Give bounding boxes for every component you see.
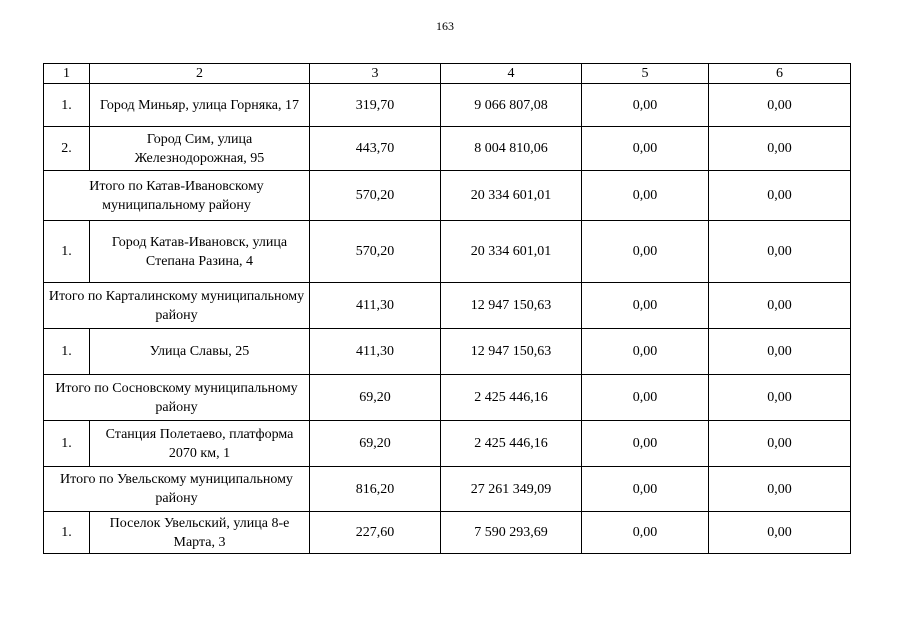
value-cell: 0,00 [709,171,851,221]
page-number: 163 [436,19,454,33]
value-cell: 0,00 [709,421,851,467]
subtotal-row [44,283,851,329]
address-cell: Город Миньяр, улица Горняка, 17 [90,84,310,127]
row-number-cell: 1. [44,221,90,283]
value-cell: 570,20 [310,221,441,283]
address-cell: Улица Славы, 25 [90,329,310,375]
column-header: 4 [441,64,582,84]
data-table [43,63,851,554]
row-number-cell: 1. [44,329,90,375]
value-cell: 227,60 [310,512,441,554]
value-cell: 69,20 [310,421,441,467]
table-row [44,512,851,554]
value-cell: 0,00 [582,329,709,375]
value-cell: 0,00 [582,467,709,512]
value-cell: 0,00 [709,375,851,421]
row-number-cell: 1. [44,421,90,467]
table-header-row [44,64,851,84]
row-number-cell: 2. [44,127,90,171]
value-cell: 2 425 446,16 [441,421,582,467]
value-cell: 27 261 349,09 [441,467,582,512]
subtotal-row [44,375,851,421]
column-header: 1 [44,64,90,84]
row-number-cell: 1. [44,512,90,554]
table-row [44,421,851,467]
value-cell: 411,30 [310,329,441,375]
subtotal-label-cell: Итого по Сосновскому муниципальному району [44,375,310,421]
value-cell: 319,70 [310,84,441,127]
value-cell: 69,20 [310,375,441,421]
value-cell: 570,20 [310,171,441,221]
table-row [44,84,851,127]
value-cell: 0,00 [582,171,709,221]
value-cell: 0,00 [709,221,851,283]
value-cell: 0,00 [582,283,709,329]
value-cell: 0,00 [582,375,709,421]
table-row [44,221,851,283]
value-cell: 8 004 810,06 [441,127,582,171]
value-cell: 0,00 [709,512,851,554]
value-cell: 411,30 [310,283,441,329]
value-cell: 0,00 [709,467,851,512]
value-cell: 0,00 [709,329,851,375]
row-number-cell: 1. [44,84,90,127]
value-cell: 0,00 [709,84,851,127]
table-row [44,127,851,171]
value-cell: 7 590 293,69 [441,512,582,554]
address-cell: Город Катав-Ивановск, улица Степана Разина, 4 [90,221,310,283]
value-cell: 0,00 [582,421,709,467]
value-cell: 2 425 446,16 [441,375,582,421]
value-cell: 0,00 [709,127,851,171]
value-cell: 443,70 [310,127,441,171]
value-cell: 20 334 601,01 [441,221,582,283]
value-cell: 9 066 807,08 [441,84,582,127]
value-cell: 0,00 [582,127,709,171]
value-cell: 0,00 [582,84,709,127]
value-cell: 12 947 150,63 [441,329,582,375]
subtotal-label-cell: Итого по Увельскому муниципальному району [44,467,310,512]
subtotal-label-cell: Итого по Карталинскому муниципальному району [44,283,310,329]
value-cell: 0,00 [582,221,709,283]
column-header: 6 [709,64,851,84]
subtotal-row [44,171,851,221]
column-header: 5 [582,64,709,84]
column-header: 3 [310,64,441,84]
subtotal-label-cell: Итого по Катав-Ивановскому муниципальному району [44,171,310,221]
address-cell: Поселок Увельский, улица 8-е Марта, 3 [90,512,310,554]
column-header: 2 [90,64,310,84]
value-cell: 20 334 601,01 [441,171,582,221]
value-cell: 12 947 150,63 [441,283,582,329]
value-cell: 0,00 [709,283,851,329]
value-cell: 0,00 [582,512,709,554]
address-cell: Станция Полетаево, платформа 2070 км, 1 [90,421,310,467]
value-cell: 816,20 [310,467,441,512]
address-cell: Город Сим, улица Железнодорожная, 95 [90,127,310,171]
subtotal-row [44,467,851,512]
table-row [44,329,851,375]
